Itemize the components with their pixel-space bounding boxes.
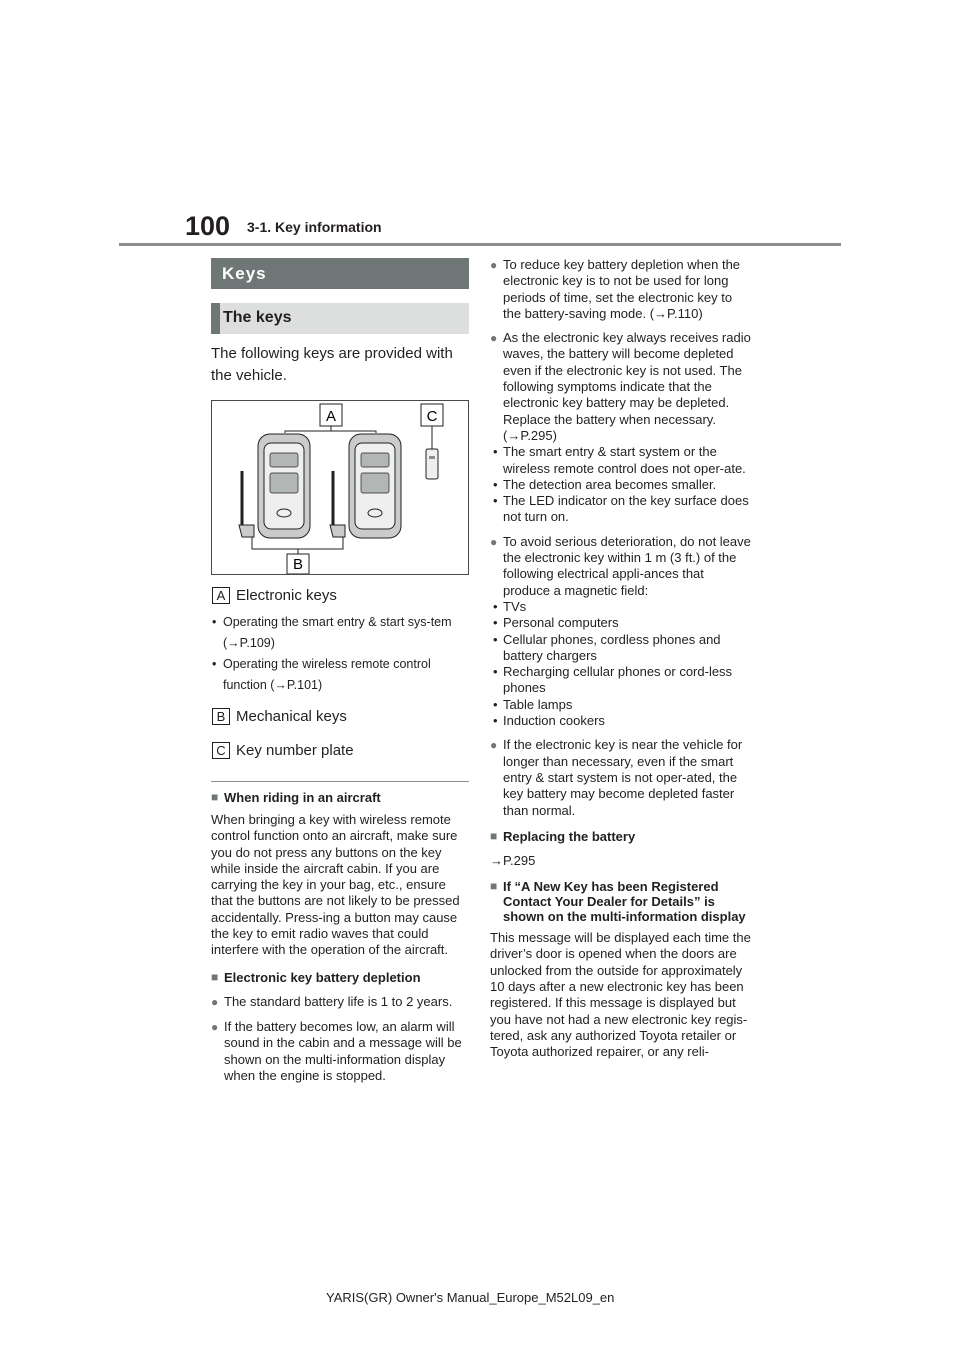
intro-text: The following keys are provided with the vehicle.	[211, 345, 453, 384]
callout-letter: C	[212, 742, 230, 759]
figure-label-c: C	[426, 408, 438, 425]
symptoms-list	[490, 444, 752, 525]
right-column	[490, 257, 752, 1060]
callout-letter: B	[212, 708, 230, 725]
figure-label-a: A	[325, 408, 337, 425]
page-number: 100	[185, 211, 231, 241]
list-item: • TVs	[490, 599, 752, 615]
list-item: • Table lamps	[490, 697, 752, 713]
mechanical-key-icon	[330, 471, 345, 537]
callout-key-number-plate	[211, 742, 469, 759]
list-item: • Personal computers	[490, 615, 752, 631]
callout-text: Mechanical keys	[236, 708, 347, 725]
replacing-battery-heading: ■ Replacing the battery	[490, 829, 752, 844]
callout-electronic-keys	[211, 587, 469, 604]
list-item: ● As the electronic key always receives radio waves, the battery will become depleted even if the electronic key is not used. The following symptoms indicate that the electronic key battery may be depleted. Replace the battery when necessary. (→P.295)	[490, 330, 752, 444]
list-item: • Operating the smart entry & start sys-tem (→P.109)	[211, 612, 469, 654]
list-item: ● If the electronic key is near the vehicle for longer than necessary, even if the smart entry & start system is not oper-ated, the key battery may become depleted faster than normal.	[490, 737, 752, 818]
list-item: • The smart entry & start system or the wireless remote control does not oper-ate.	[490, 444, 752, 477]
section-title: 3-1. Key information	[247, 219, 382, 235]
footer-text: YARIS(GR) Owner's Manual_Europe_M52L09_en	[326, 1290, 615, 1305]
replacing-battery-ref: →P.295	[490, 852, 536, 868]
list-item: • Recharging cellular phones or cord-less phones	[490, 664, 752, 697]
header-rule	[119, 243, 841, 246]
electronic-key-icon	[349, 434, 401, 538]
keys-heading: Keys	[211, 258, 469, 289]
battery-depletion-heading: ■ Electronic key battery depletion	[211, 970, 469, 985]
the-keys-heading: The keys	[211, 303, 469, 334]
callout-letter: A	[212, 587, 230, 604]
key-number-plate-icon	[426, 449, 438, 479]
aircraft-heading: ■ When riding in an aircraft	[211, 790, 469, 805]
callout-text: Electronic keys	[236, 587, 337, 604]
electronic-key-icon	[258, 434, 310, 538]
list-item: • Induction cookers	[490, 713, 752, 729]
list-item: ● To reduce key battery depletion when the electronic key is to not be used for long periods of time, set the electronic key to the battery-saving mode. (→P.110)	[490, 257, 752, 322]
list-item: • Operating the wireless remote control function (→P.101)	[211, 654, 469, 696]
list-item: ● To avoid serious deterioration, do not leave the electronic key within 1 m (3 ft.) of the following electrical appli-ances that produce a magnetic field:	[490, 534, 752, 599]
list-item: • Cellular phones, cordless phones and battery chargers	[490, 632, 752, 665]
keys-figure	[211, 400, 469, 575]
list-item: • The detection area becomes smaller.	[490, 477, 752, 493]
mechanical-key-icon	[239, 471, 254, 537]
section-divider	[211, 781, 469, 782]
list-item: • The LED indicator on the key surface does not turn on.	[490, 493, 752, 526]
new-key-heading: ■ If “A New Key has been Registered Contact Your Dealer for Details” is shown on the multi-information display	[490, 879, 752, 924]
new-key-text: This message will be displayed each time the driver’s door is opened when the doors are unlocked from the outside for approximately 10 days after a new electronic key has been registered. If this message is displayed but you have not had a new electronic key regis-tered, ask any authorized Toyota retailer or Toyota authorized repairer, or any reli-	[490, 930, 751, 1060]
list-item: ● The standard battery life is 1 to 2 years.	[211, 994, 469, 1010]
callout-text: Key number plate	[236, 742, 354, 759]
figure-label-b: B	[292, 556, 304, 573]
electronic-keys-sublist	[211, 612, 469, 696]
keys-illustration	[212, 401, 468, 574]
callout-mechanical-keys	[211, 708, 469, 725]
aircraft-text: When bringing a key with wireless remote control function onto an aircraft, make sure you do not press any buttons on the key while inside the aircraft cabin. If you are carrying the key in your bag, etc., ensure that the buttons are not likely to be pressed accidentally. Press-ing a button may cause the key to emit radio waves that could interfere with the operation of the aircraft.	[211, 812, 460, 958]
left-column	[211, 258, 469, 1084]
appliances-list	[490, 599, 752, 729]
list-item: ● If the battery becomes low, an alarm will sound in the cabin and a message will be shown on the multi-information display when the engine is stopped.	[211, 1019, 469, 1084]
